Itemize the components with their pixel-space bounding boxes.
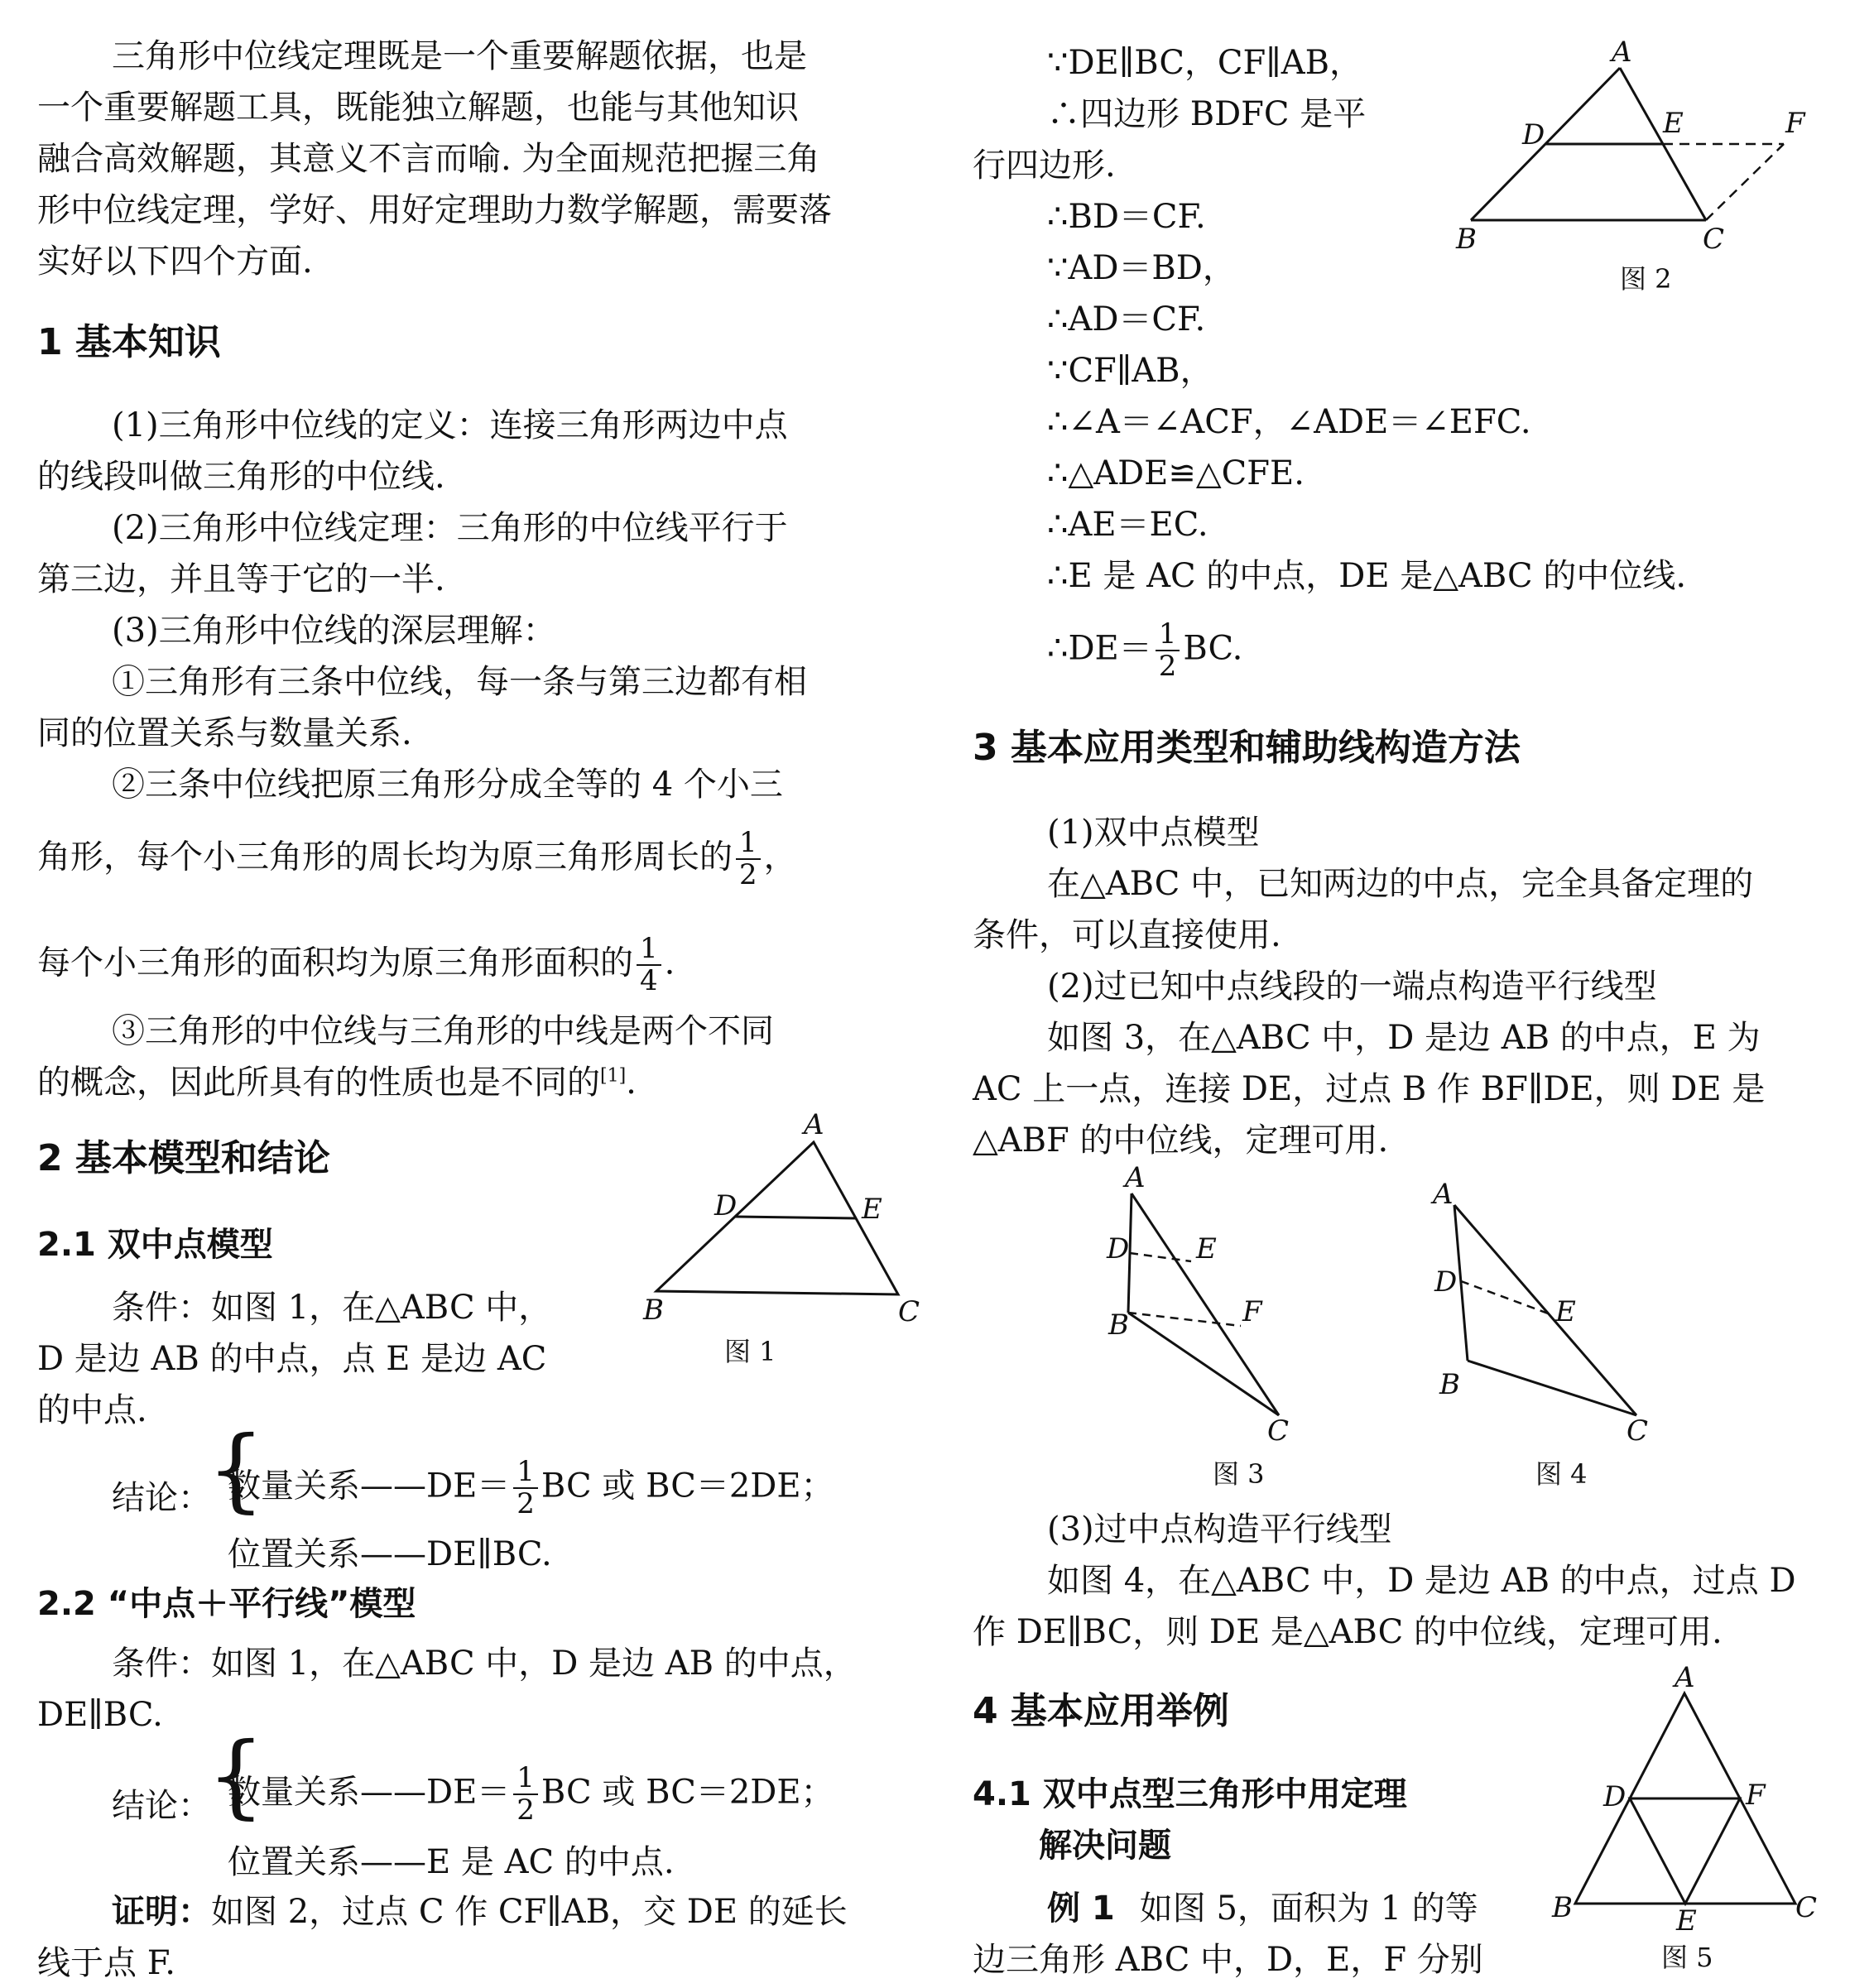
- sec1-line-6: ①三角形有三条中位线，每一条与第三边都有相: [112, 663, 807, 701]
- fig5-label-C: C: [1795, 1891, 1818, 1924]
- figure-5: [1544, 1661, 1842, 1938]
- proof-step-4: ∴BD＝CF.: [1047, 198, 1206, 236]
- proof-step-7: ∵CF∥AB，: [1047, 352, 1213, 390]
- proof-step-9: ∴△ADE≌△CFE.: [1047, 454, 1305, 492]
- fig4-side-ac: [1454, 1205, 1636, 1415]
- sec1-line-7: 同的位置关系与数量关系.: [37, 714, 412, 752]
- proof-step-2: ∴四边形 BDFC 是平: [1047, 95, 1367, 133]
- sec1-line-10-text: 每个小三角形的面积均为原三角形面积的: [37, 944, 633, 982]
- conclusion-1-label: 结论：: [112, 1479, 211, 1517]
- fig2-label-D: D: [1522, 118, 1545, 151]
- section-4-title: 4 基本应用举例: [973, 1690, 1229, 1732]
- label-B: B: [643, 1294, 664, 1327]
- conclusion-1-brace: {: [207, 1416, 265, 1522]
- fraction-half-4: $\frac{1}{2}$: [1156, 619, 1180, 683]
- figure-5-caption: 图 5: [1661, 1942, 1713, 1973]
- section-4-1-title-line-1: 4.1 双中点型三角形中用定理: [973, 1775, 1407, 1813]
- midline-de: [735, 1217, 856, 1218]
- sec3-line-2: 在△ABC 中，已知两边的中点，完全具备定理的: [1047, 865, 1754, 903]
- fig4-side-bc: [1468, 1361, 1636, 1415]
- conclusion-1-position: 位置关系——DE∥BC.: [228, 1535, 552, 1573]
- proof-step-8: ∴∠A＝∠ACF，∠ADE＝∠EFC.: [1047, 403, 1531, 441]
- example-1-line-1: 例 1 如图 5，面积为 1 的等: [1047, 1890, 1478, 1928]
- sec1-line-2: 的线段叫做三角形的中位线.: [37, 458, 445, 496]
- sec1-line-12: 的概念，因此所具有的性质也是不同的[1].: [37, 1064, 637, 1102]
- fig3-dashed-de: [1130, 1253, 1191, 1261]
- figure-4-caption: 图 4: [1535, 1458, 1588, 1490]
- sec1-line-5: (3)三角形中位线的深层理解：: [112, 612, 556, 650]
- fig5-label-F: F: [1746, 1779, 1766, 1812]
- section-3-title: 3 基本应用类型和辅助线构造方法: [973, 727, 1521, 769]
- figure-4: [1420, 1175, 1668, 1448]
- conclusion-2-brace: {: [207, 1722, 265, 1828]
- fig3-label-B: B: [1108, 1309, 1129, 1342]
- proof-step-11: ∴E 是 AC 的中点，DE 是△ABC 的中位线.: [1047, 557, 1687, 595]
- citation-ref: [1]: [600, 1065, 627, 1087]
- figure-2-caption: 图 2: [1620, 263, 1672, 295]
- sec21-line-1: 条件：如图 1，在△ABC 中，: [112, 1289, 552, 1327]
- fraction-quarter: $\frac{1}{4}$: [637, 934, 661, 997]
- intro-line-5: 实好以下四个方面.: [37, 242, 313, 281]
- fig2-label-E: E: [1663, 107, 1684, 140]
- fig2-label-A: A: [1612, 36, 1632, 69]
- sec1-line-9-text: 角形，每个小三角形的周长均为原三角形周长的: [37, 838, 733, 876]
- section-1-title: 1 基本知识: [37, 321, 221, 363]
- sec1-line-3: (2)三角形中位线定理：三角形的中位线平行于: [112, 509, 788, 547]
- sec1-line-11: ③三角形的中位线与三角形的中线是两个不同: [112, 1012, 774, 1050]
- fig5-label-E: E: [1676, 1904, 1697, 1938]
- figure-3: [1097, 1161, 1345, 1448]
- fig3-label-A: A: [1125, 1161, 1146, 1194]
- intro-line-4: 形中位线定理，学好、用好定理助力数学解题，需要落: [37, 191, 832, 229]
- fig4-label-C: C: [1627, 1414, 1649, 1448]
- sec21-line-3: 的中点.: [37, 1391, 147, 1429]
- sec1-line-8: ②三条中位线把原三角形分成全等的 4 个小三: [112, 766, 783, 804]
- conclusion-2-quantity: 数量关系——DE＝ $\frac{1}{2}$ BC 或 BC＝2DE；: [228, 1761, 834, 1827]
- fig5-triangle-def: [1630, 1798, 1740, 1904]
- fraction-half-2: $\frac{1}{2}$: [513, 1457, 538, 1520]
- proof-line-2: 线于点 F.: [37, 1944, 175, 1982]
- proof-step-10: ∴AE＝EC.: [1047, 506, 1208, 544]
- fig4-label-B: B: [1439, 1368, 1460, 1401]
- fig4-label-E: E: [1555, 1295, 1576, 1328]
- fig5-label-D: D: [1603, 1780, 1627, 1813]
- fig3-label-E: E: [1196, 1232, 1217, 1265]
- fig5-label-A: A: [1675, 1661, 1695, 1694]
- sec3-line-1: (1)双中点模型: [1047, 814, 1260, 852]
- sec3b-line-3: 作 DE∥BC，则 DE 是△ABC 的中位线，定理可用.: [973, 1613, 1723, 1651]
- fig4-dashed-de: [1461, 1281, 1550, 1314]
- example-1-label: 例 1: [1047, 1890, 1115, 1928]
- fig5-label-B: B: [1552, 1891, 1573, 1924]
- figure-1-caption: 图 1: [724, 1336, 776, 1367]
- figure-3-caption: 图 3: [1213, 1458, 1265, 1490]
- sec22-line-2: DE∥BC.: [37, 1696, 163, 1734]
- section-2-2-title: 2.2 “中点＋平行线”模型: [37, 1585, 416, 1623]
- proof-label: 证明：: [112, 1893, 211, 1931]
- sec1-line-9: 角形，每个小三角形的周长均为原三角形周长的 $\frac{1}{2}$ ，: [37, 826, 797, 892]
- sec1-line-4: 第三边，并且等于它的一半.: [37, 560, 445, 598]
- sec3b-line-2: 如图 4，在△ABC 中，D 是边 AB 的中点，过点 D: [1047, 1562, 1796, 1600]
- intro-line-3: 融合高效解题，其意义不言而喻. 为全面规范把握三角: [37, 140, 820, 178]
- sec3-line-5: 如图 3，在△ABC 中，D 是边 AB 的中点，E 为: [1047, 1019, 1761, 1057]
- proof-step-1: ∵DE∥BC，CF∥AB，: [1047, 44, 1363, 82]
- sec21-line-2: D 是边 AB 的中点，点 E 是边 AC: [37, 1340, 547, 1378]
- fig2-label-F: F: [1785, 107, 1805, 140]
- section-2-1-title: 2.1 双中点模型: [37, 1226, 273, 1264]
- fig3-label-C: C: [1267, 1414, 1290, 1448]
- fig4-label-D: D: [1434, 1265, 1458, 1299]
- conclusion-2-position: 位置关系——E 是 AC 的中点.: [228, 1843, 675, 1881]
- fraction-half: $\frac{1}{2}$: [736, 828, 761, 891]
- sec22-line-1: 条件：如图 1，在△ABC 中，D 是边 AB 的中点，: [112, 1645, 857, 1683]
- sec1-line-10: 每个小三角形的面积均为原三角形面积的 $\frac{1}{4}$ .: [37, 932, 675, 998]
- intro-line-2: 一个重要解题工具，既能独立解题，也能与其他知识: [37, 89, 799, 127]
- proof-line-1: 证明：如图 2，过点 C 作 CF∥AB，交 DE 的延长: [112, 1893, 848, 1931]
- proof-step-6: ∴AD＝CF.: [1047, 300, 1206, 339]
- label-D: D: [714, 1189, 738, 1222]
- sec3-line-6: AC 上一点，连接 DE，过点 B 作 BF∥DE，则 DE 是: [973, 1070, 1766, 1108]
- label-A: A: [804, 1108, 824, 1141]
- sec3-line-7: △ABF 的中位线，定理可用.: [973, 1121, 1389, 1160]
- conclusion-2-label: 结论：: [112, 1787, 211, 1825]
- intro-line-1: 三角形中位线定理既是一个重要解题依据，也是: [112, 37, 807, 75]
- section-4-1-title-line-2: 解决问题: [1039, 1827, 1171, 1865]
- label-C: C: [898, 1295, 920, 1328]
- label-E: E: [862, 1193, 882, 1226]
- proof-step-12: ∴DE＝ $\frac{1}{2}$ BC.: [1047, 617, 1243, 684]
- fig3-label-F: F: [1242, 1295, 1262, 1328]
- sec3-line-3: 条件，可以直接使用.: [973, 916, 1281, 954]
- segment-cf: [1706, 144, 1784, 220]
- sec3-line-4: (2)过已知中点线段的一端点构造平行线型: [1047, 968, 1657, 1006]
- conclusion-1-quantity: 数量关系——DE＝ $\frac{1}{2}$ BC 或 BC＝2DE；: [228, 1455, 834, 1521]
- proof-step-5: ∵AD＝BD，: [1047, 249, 1236, 287]
- fig2-label-B: B: [1456, 223, 1477, 256]
- sec1-line-1: (1)三角形中位线的定义：连接三角形两边中点: [112, 406, 788, 444]
- fig3-label-D: D: [1107, 1232, 1130, 1265]
- fraction-half-3: $\frac{1}{2}$: [513, 1763, 538, 1827]
- proof-step-3: 行四边形.: [973, 146, 1116, 185]
- fig2-label-C: C: [1703, 223, 1725, 256]
- sec3b-line-1: (3)过中点构造平行线型: [1047, 1510, 1392, 1549]
- example-1-line-2: 边三角形 ABC 中，D，E，F 分别: [973, 1941, 1483, 1979]
- section-2-title: 2 基本模型和结论: [37, 1137, 330, 1179]
- fig4-label-A: A: [1433, 1178, 1454, 1211]
